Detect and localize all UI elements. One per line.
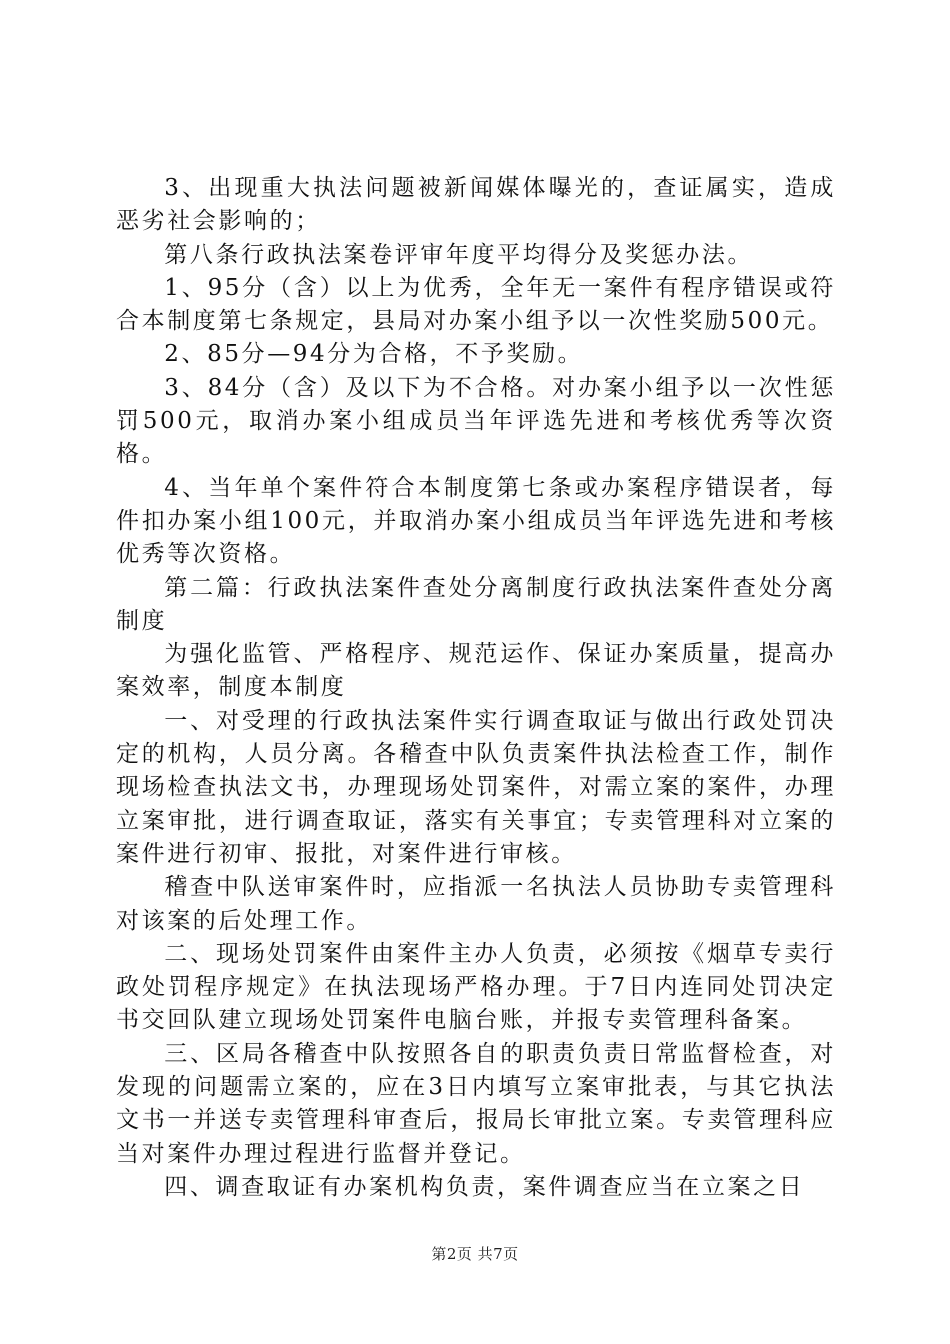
paragraph-5: 3、84分（含）及以下为不合格。对办案小组予以一次性惩罚500元，取消办案小组成员当年评选先进和考核优秀等次资格。 <box>116 374 836 468</box>
document-body <box>116 172 836 1204</box>
paragraph-12: 三、区局各稽查中队按照各自的职责负责日常监督检查，对发现的问题需立案的，应在3日内填写立案审批表，与其它执法文书一并送专卖管理科审查后，报局长审批立案。专卖管理科应当对案件办理过程进行监督并登记。 <box>116 1040 836 1167</box>
paragraph-13: 四、调查取证有办案机构负责，案件调查应当在立案之日 <box>164 1173 805 1200</box>
paragraph-9: 一、对受理的行政执法案件实行调查取证与做出行政处罚决定的机构，人员分离。各稽查中队负责案件执法检查工作，制作现场检查执法文书，办理现场处罚案件，对需立案的案件，办理立案审批，进行调查取证，落实有关事宜；专卖管理科对立案的案件进行初审、报批，对案件进行审核。 <box>116 707 836 867</box>
paragraph-11: 二、现场处罚案件由案件主办人负责，必须按《烟草专卖行政处罚程序规定》在执法现场严格办理。于7日内连同处罚决定书交回队建立现场处罚案件电脑台账，并报专卖管理科备案。 <box>116 940 836 1034</box>
paragraph-1: 3、出现重大执法问题被新闻媒体曝光的，查证属实，造成恶劣社会影响的； <box>116 175 836 235</box>
section-heading: 第二篇：行政执法案件查处分离制度行政执法案件查处分离制度 <box>116 574 836 634</box>
paragraph-2: 第八条行政执法案卷评审年度平均得分及奖惩办法。 <box>164 241 754 268</box>
paragraph-3: 1、95分（含）以上为优秀，全年无一案件有程序错误或符合本制度第七条规定，县局对办案小组予以一次性奖励500元。 <box>116 274 836 335</box>
page-number-footer: 第2页 共7页 <box>431 1245 519 1263</box>
paragraph-6: 4、当年单个案件符合本制度第七条或办案程序错误者，每件扣办案小组100元，并取消办案小组成员当年评选先进和考核优秀等次资格。 <box>116 474 836 568</box>
paragraph-4: 2、85分—94分为合格，不予奖励。 <box>164 341 584 368</box>
paragraph-8: 为强化监管、严格程序、规范运作、保证办案质量，提高办案效率，制度本制度 <box>116 641 836 701</box>
paragraph-10: 稽查中队送审案件时，应指派一名执法人员协助专卖管理科对该案的后处理工作。 <box>116 874 836 934</box>
